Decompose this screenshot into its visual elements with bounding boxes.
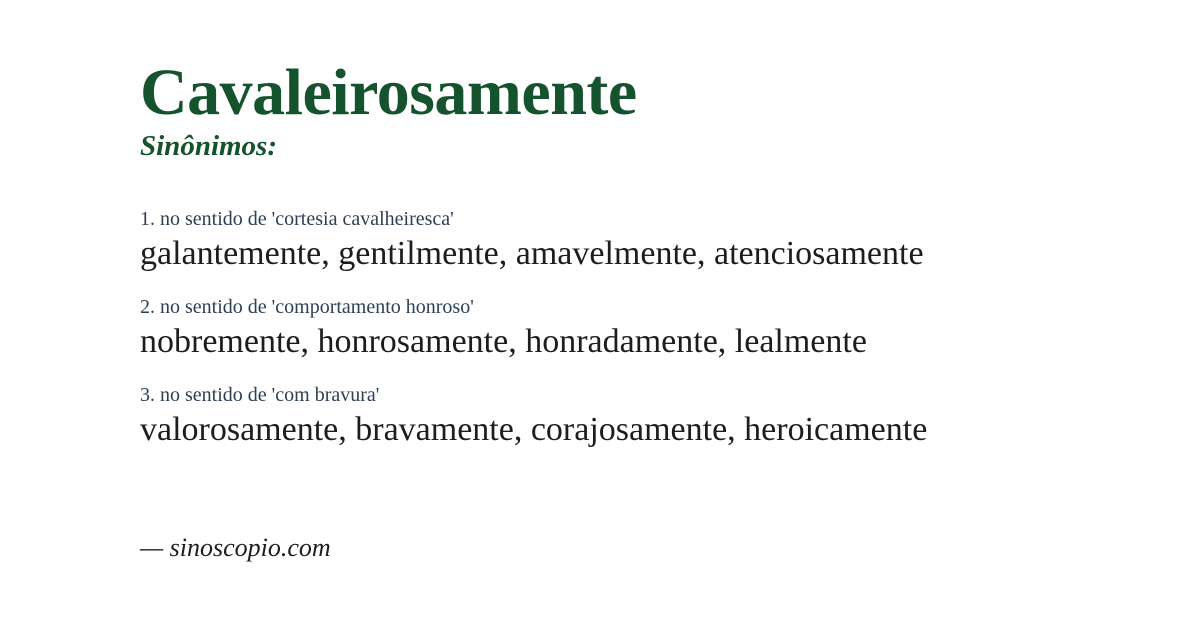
sense-block-3: [140, 382, 927, 452]
sense-3-synonyms-list: valorosamente, bravamente, corajosamente, heroicamente: [140, 411, 928, 448]
sense-block-2: [140, 294, 867, 364]
sense-3-context-label: 3. no sentido de 'com bravura': [140, 384, 380, 406]
sense-block-1: [140, 206, 924, 276]
sense-2-context-label: 2. no sentido de 'comportamento honroso': [140, 296, 474, 318]
source-attribution: — sinoscopio.com: [140, 533, 331, 562]
headword-title: Cavaleirosamente: [140, 56, 637, 129]
sense-1-context-label: 1. no sentido de 'cortesia cavalheiresca': [140, 208, 454, 230]
sense-1-synonyms-list: galantemente, gentilmente, amavelmente, atenciosamente: [140, 235, 924, 272]
sense-2-synonyms-list: nobremente, honrosamente, honradamente, lealmente: [140, 323, 867, 360]
synonyms-heading: Sinônimos:: [140, 130, 277, 162]
